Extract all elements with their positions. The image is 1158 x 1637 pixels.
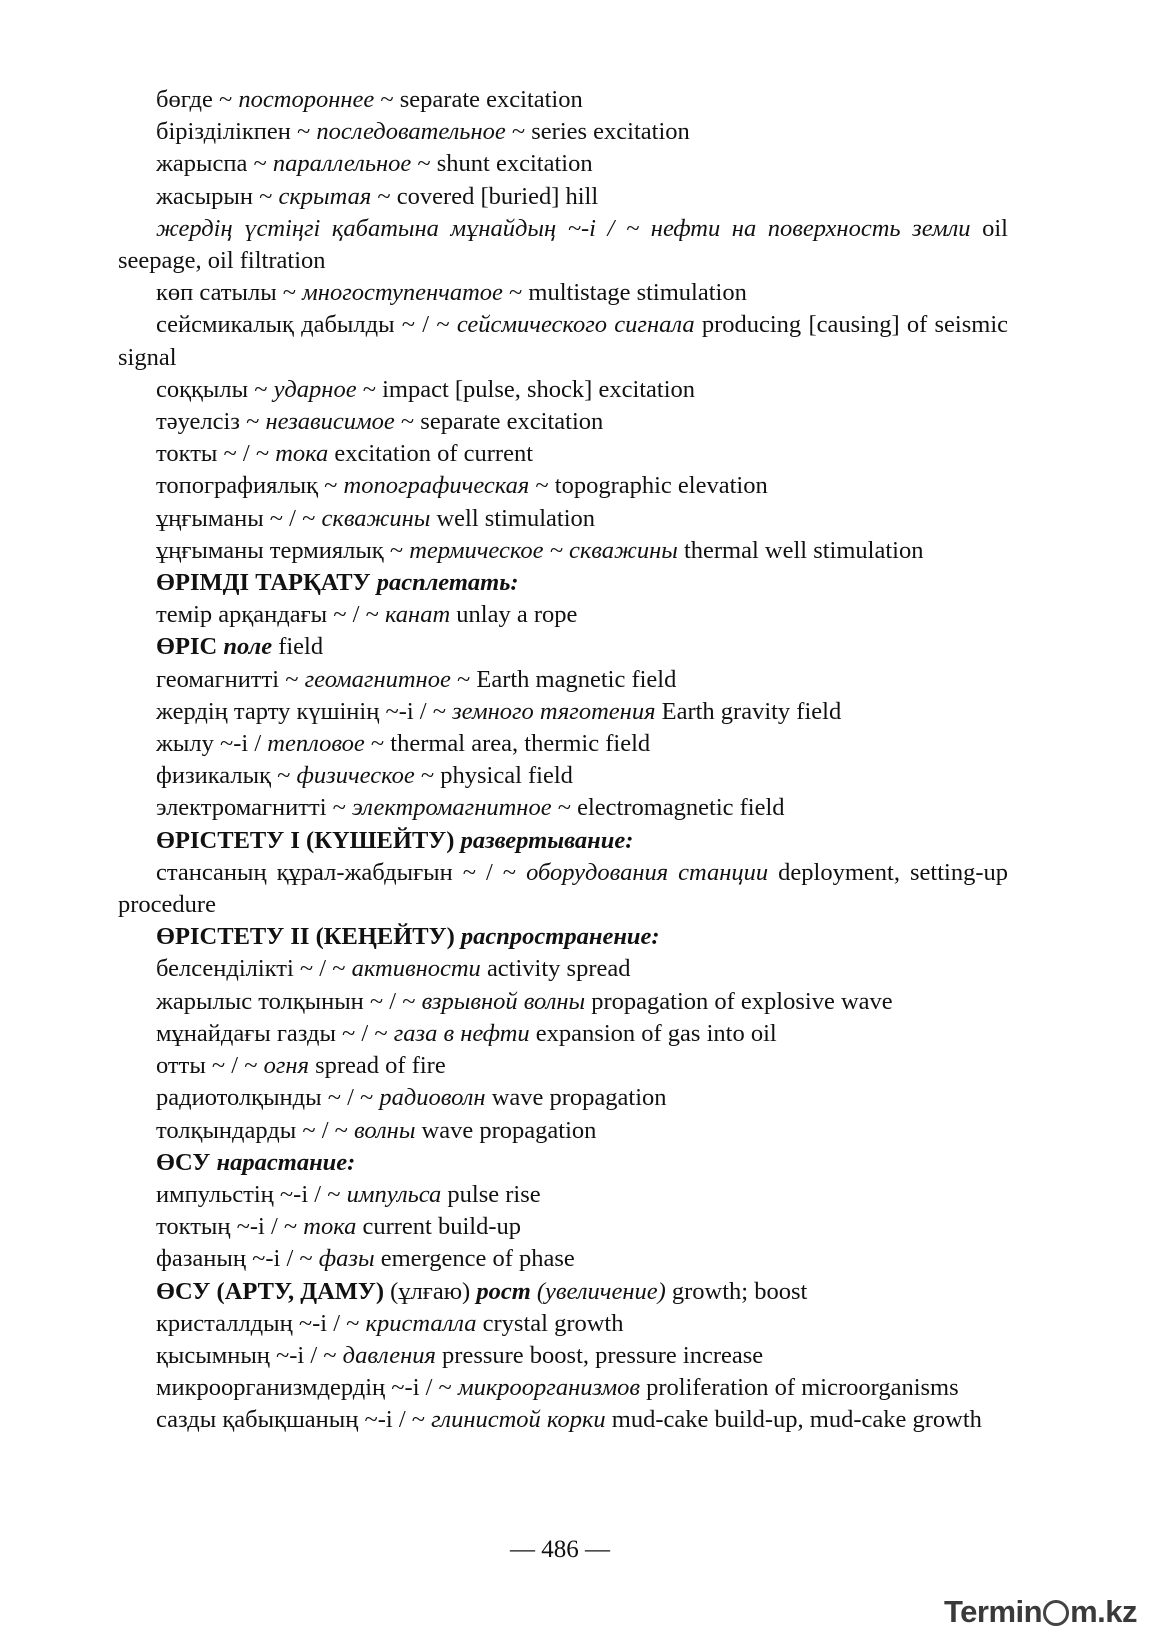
entry-segment: thermal well stimulation: [677, 536, 924, 564]
dictionary-entry: [118, 1179, 1008, 1211]
dictionary-entry: [118, 181, 1008, 213]
entry-segment: токтың ~-і / ~: [156, 1213, 304, 1241]
entry-segment: жасырын ~: [156, 182, 279, 210]
entry-segment: геомагнитті ~: [156, 665, 305, 693]
entry-segment: бірізділікпен ~: [156, 118, 317, 146]
dictionary-entry: [118, 696, 1008, 728]
dictionary-entry: [118, 792, 1008, 824]
page-number: — 486 —: [510, 1536, 610, 1563]
entry-segment: топографиялық ~: [156, 472, 344, 500]
entry-segment: жердің тарту күшінің ~-і / ~: [156, 697, 453, 725]
entry-segment: импульса: [346, 1180, 442, 1208]
entry-segment: producing [causing] of seismic signal: [118, 311, 1009, 371]
entry-segment: ұңғыманы ~ / ~: [156, 504, 322, 532]
entry-segment: соққылы ~: [156, 375, 274, 403]
entry-segment: pressure boost, pressure increase: [435, 1341, 764, 1369]
dictionary-entry: [118, 1340, 1008, 1372]
entry-segment: сейсмического сигнала: [456, 311, 695, 339]
dictionary-entry: [118, 986, 1008, 1018]
entry-segment: давления: [342, 1341, 436, 1369]
entry-segment: сейсмикалық дабылды ~ / ~: [156, 311, 457, 339]
entry-segment: ӨСУ: [156, 1148, 217, 1176]
entry-segment: параллельное: [272, 150, 412, 178]
entry-segment: emergence of phase: [374, 1245, 575, 1273]
dictionary-entry: [118, 535, 1008, 567]
entry-segment: ~ multistage stimulation: [502, 279, 747, 307]
entry-segment: ~ covered [buried] hill: [371, 182, 599, 210]
entry-segment: развертывание:: [460, 826, 634, 854]
entry-segment: нарастание:: [216, 1148, 356, 1176]
dictionary-entry: [118, 825, 1008, 857]
dictionary-entry: [118, 857, 1008, 921]
dictionary-entry: [118, 953, 1008, 985]
entry-segment: активности: [351, 955, 481, 983]
entry-segment: независимое: [265, 408, 395, 436]
entry-segment: газа в нефти: [393, 1019, 530, 1047]
entry-segment: волны: [354, 1116, 416, 1144]
entry-segment: жарылыс толқынын ~ / ~: [156, 987, 422, 1015]
entry-segment: взрывной волны: [421, 987, 586, 1015]
dictionary-entry: [118, 1243, 1008, 1275]
entry-segment: электромагнитті ~: [156, 794, 352, 822]
entry-segment: mud-cake build-up, mud-cake growth: [605, 1406, 982, 1434]
dictionary-page: [118, 84, 1008, 1437]
entry-segment: growth; boost: [665, 1277, 808, 1305]
entry-segment: ~ separate excitation: [374, 86, 583, 113]
dictionary-entry: [118, 1050, 1008, 1082]
dictionary-entry: [118, 438, 1008, 470]
logo-text-end: m.kz: [1070, 1594, 1137, 1629]
entry-segment: микроорганизмдердің ~-і / ~: [156, 1374, 458, 1402]
entry-segment: wave propagation: [485, 1084, 667, 1112]
entry-segment: ӨРІСТЕТУ ІІ (КЕҢЕЙТУ): [156, 923, 461, 951]
entry-segment: жердің үстіңгі қабатына мұнайдың ~-і / ~ нефти на поверхность земли: [156, 214, 971, 242]
logo-circle-icon: [1043, 1600, 1069, 1626]
entry-segment: импульстің ~-і / ~: [156, 1180, 347, 1208]
dictionary-entry: [118, 277, 1008, 309]
entry-segment: well stimulation: [430, 504, 596, 532]
entry-segment: топографическая: [343, 472, 530, 500]
entry-segment: field: [272, 633, 324, 661]
entry-segment: ӨРІСТЕТУ І (КҮШЕЙТУ): [156, 826, 461, 854]
dictionary-entry: [118, 567, 1008, 599]
entry-segment: темір арқандағы ~ / ~: [156, 601, 385, 629]
entry-segment: электромагнитное: [352, 794, 552, 822]
dictionary-entry: [118, 1211, 1008, 1243]
entry-segment: оборудования станции: [526, 858, 769, 886]
entry-segment: ӨРІС: [156, 633, 224, 661]
entry-segment: геомагнитное: [304, 665, 451, 693]
logo-text-start: Termin: [944, 1594, 1043, 1629]
entry-segment: последовательное: [316, 118, 506, 146]
entry-segment: многоступенчатое: [302, 279, 503, 307]
entry-segment: ~ impact [pulse, shock] excitation: [356, 375, 696, 403]
dictionary-entry: [118, 1404, 1008, 1436]
entry-segment: жылу ~-і /: [156, 730, 268, 758]
dictionary-entry: [118, 503, 1008, 535]
dictionary-entry: [118, 1115, 1008, 1147]
dictionary-entry: [118, 116, 1008, 148]
entry-segment: (ұлғаю): [384, 1277, 477, 1305]
entry-segment: кристалла: [365, 1309, 477, 1337]
entry-segment: земного тяготения: [452, 697, 656, 725]
entry-segment: постороннее: [238, 86, 375, 113]
entry-segment: скрытая: [278, 182, 372, 210]
entry-segment: жарыспа ~: [156, 150, 273, 178]
entry-segment: көп сатылы ~: [156, 279, 303, 307]
dictionary-entry: [118, 664, 1008, 696]
entry-segment: глинистой корки: [431, 1406, 606, 1434]
entry-segment: crystal growth: [476, 1309, 624, 1337]
entry-segment: ӨРІМДІ ТАРҚАТУ: [156, 569, 377, 597]
entry-segment: стансаның құрал-жабдығын ~ / ~: [156, 858, 527, 886]
dictionary-entry: [118, 1276, 1008, 1308]
entry-segment: поле: [223, 633, 273, 661]
entry-segment: ~ separate excitation: [394, 408, 604, 436]
entry-segment: spread of fire: [308, 1052, 446, 1080]
entry-segment: токты ~ / ~: [156, 440, 276, 468]
dictionary-entry: [118, 374, 1008, 406]
entry-segment: рост: [476, 1277, 531, 1305]
entry-segment: ұңғыманы термиялық ~: [156, 536, 410, 564]
entry-segment: ~ Earth magnetic field: [450, 665, 677, 693]
entry-segment: физическое: [296, 762, 415, 790]
entry-segment: белсенділікті ~ / ~: [156, 955, 352, 983]
dictionary-entry: [118, 1147, 1008, 1179]
entry-segment: радиоволн: [379, 1084, 486, 1112]
dictionary-entry: [118, 470, 1008, 502]
dictionary-entry: [118, 921, 1008, 953]
entry-segment: физикалық ~: [156, 762, 297, 790]
entry-segment: ~ series excitation: [505, 118, 690, 146]
entry-segment: фазы: [318, 1245, 375, 1273]
entry-segment: deployment, setting-up procedure: [118, 858, 1008, 919]
entry-segment: сазды қабықшаның ~-і / ~: [156, 1406, 432, 1434]
entry-segment: канат: [384, 601, 451, 629]
entry-segment: огня: [263, 1052, 309, 1080]
entry-segment: ~ topographic elevation: [529, 472, 768, 500]
entry-segment: (увеличение): [530, 1277, 666, 1305]
entry-segment: қысымның ~-і / ~: [156, 1341, 343, 1369]
entry-segment: ~ thermal area, thermic field: [364, 730, 651, 758]
dictionary-entry: [118, 309, 1008, 373]
dictionary-entry: [118, 148, 1008, 180]
entry-segment: propagation of explosive wave: [585, 987, 893, 1015]
entry-segment: отты ~ / ~: [156, 1052, 264, 1080]
entry-segment: proliferation of microorganisms: [639, 1374, 959, 1402]
entry-segment: бөгде ~: [156, 86, 239, 113]
entry-segment: распространение:: [460, 923, 660, 951]
entry-segment: Earth gravity field: [655, 697, 842, 725]
entry-segment: ударное: [273, 375, 357, 403]
entry-segment: мұнайдағы газды ~ / ~: [156, 1019, 394, 1047]
entry-segment: wave propagation: [415, 1116, 597, 1144]
dictionary-entry: [118, 213, 1008, 277]
dictionary-entry: [118, 728, 1008, 760]
entry-segment: термическое ~ скважины: [409, 536, 678, 564]
dictionary-entry: [118, 1082, 1008, 1114]
entry-segment: тока: [275, 440, 329, 468]
entry-segment: радиотолқынды ~ / ~: [156, 1084, 380, 1112]
dictionary-entry: [118, 1308, 1008, 1340]
entry-segment: expansion of gas into oil: [529, 1019, 777, 1047]
entry-segment: тәуелсіз ~: [156, 408, 266, 436]
entry-segment: ~ shunt excitation: [411, 150, 593, 178]
entry-segment: oil seepage, oil filtration: [118, 214, 1008, 275]
entry-segment: фазаның ~-і / ~: [156, 1245, 319, 1273]
entry-segment: микроорганизмов: [457, 1374, 640, 1402]
dictionary-entry: [118, 760, 1008, 792]
entry-segment: скважины: [321, 504, 431, 532]
entry-segment: толқындарды ~ / ~: [156, 1116, 355, 1144]
dictionary-entry: [118, 84, 1008, 116]
entry-segment: расплетать:: [376, 569, 519, 597]
entry-segment: excitation of current: [328, 440, 534, 468]
entry-segment: тепловое: [267, 730, 365, 758]
entry-segment: unlay a rope: [450, 601, 578, 629]
entry-segment: ~ physical field: [414, 762, 573, 790]
termincom-logo: [944, 1594, 1137, 1630]
entry-segment: current build-up: [356, 1213, 521, 1241]
entry-segment: ӨСУ (АРТУ, ДАМУ): [156, 1277, 385, 1305]
dictionary-entry: [118, 599, 1008, 631]
entry-segment: pulse rise: [441, 1180, 541, 1208]
dictionary-entry: [118, 1372, 1008, 1404]
entry-segment: тока: [303, 1213, 357, 1241]
entry-segment: activity spread: [480, 955, 631, 983]
entry-segment: ~ electromagnetic field: [551, 794, 785, 822]
entry-segment: кристаллдың ~-і / ~: [156, 1309, 366, 1337]
dictionary-entry: [118, 1018, 1008, 1050]
dictionary-entry: [118, 406, 1008, 438]
dictionary-entry: [118, 631, 1008, 663]
